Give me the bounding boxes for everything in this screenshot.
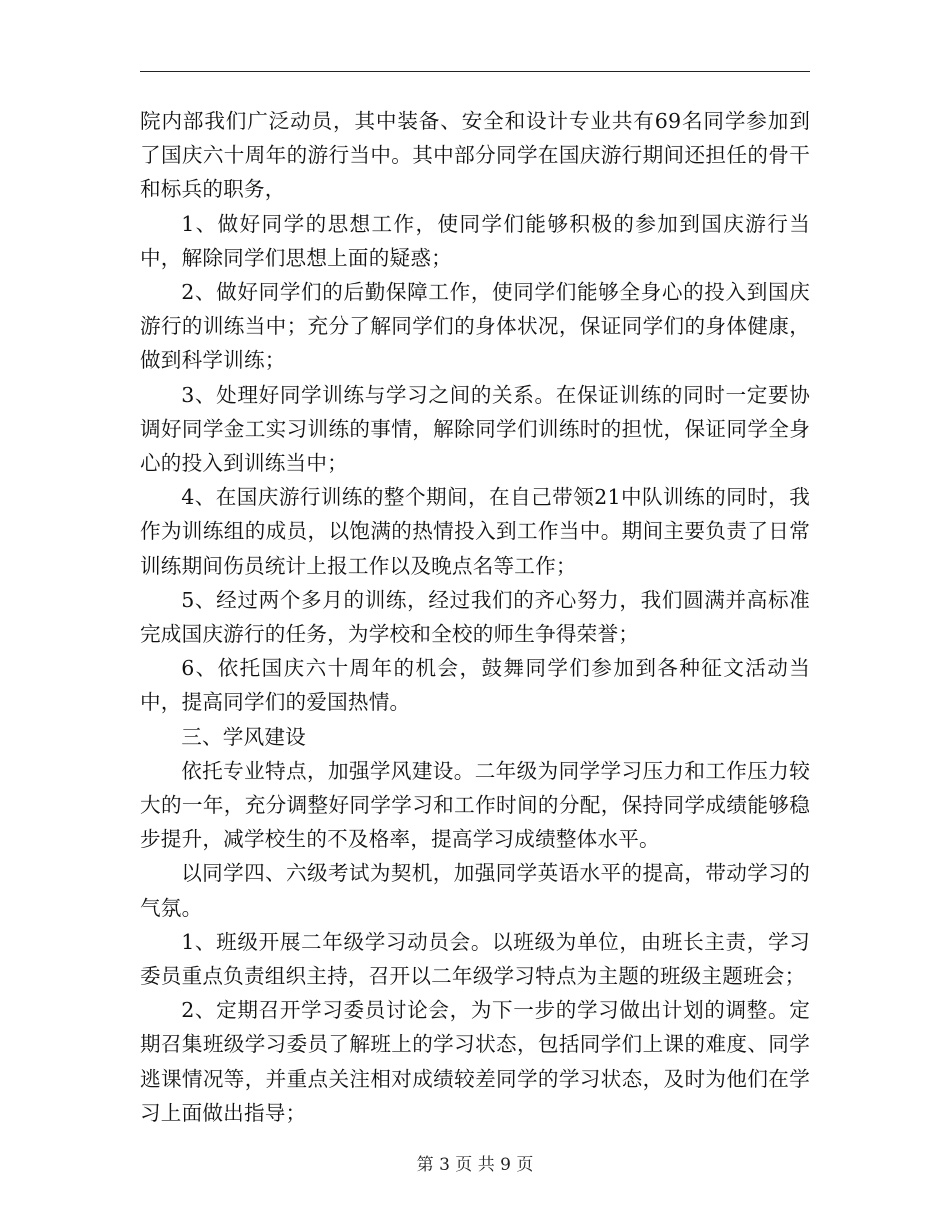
- header-rule: [140, 71, 810, 72]
- paragraph-item-4: 4、在国庆游行训练的整个期间，在自己带领21中队训练的同时，我作为训练组的成员，以饱满的热情投入到工作当中。期间主要负责了日常训练期间伤员统计上报工作以及晚点名等工作；: [140, 485, 810, 578]
- paragraph-continuation: 院内部我们广泛动员，其中装备、安全和设计专业共有69名同学参加到了国庆六十周年的游行当中。其中部分同学在国庆游行期间还担任的骨干和标兵的职务，: [140, 109, 810, 202]
- paragraph-item-6: 6、依托国庆六十周年的机会，鼓舞同学们参加到各种征文活动当中，提高同学们的爱国热情。: [140, 656, 810, 715]
- paragraph-study-item-1: 1、班级开展二年级学习动员会。以班级为单位，由班长主责，学习委员重点负责组织主持，召开以二年级学习特点为主题的班级主题班会；: [140, 929, 810, 989]
- paragraph-item-5: 5、经过两个多月的训练，经过我们的齐心努力，我们圆满并高标准完成国庆游行的任务，为学校和全校的师生争得荣誉；: [140, 587, 810, 647]
- paragraph-item-3: 3、处理好同学训练与学习之间的关系。在保证训练的同时一定要协调好同学金工实习训练的事情，解除同学们训练时的担忧，保证同学全身心的投入到训练当中；: [140, 382, 810, 476]
- section-heading: 三、学风建设: [181, 724, 306, 749]
- document-body: [140, 104, 810, 1130]
- paragraph-exam: 以同学四、六级考试为契机，加强同学英语水平的提高，带动学习的气氛。: [140, 861, 810, 920]
- page-number-footer: 第 3 页 共 9 页: [416, 1155, 534, 1175]
- paragraph-study-intro: 依托专业特点，加强学风建设。二年级为同学学习压力和工作压力较大的一年，充分调整好同学学习和工作时间的分配，保持同学成绩能够稳步提升，减学校生的不及格率，提高学习成绩整体水平。: [140, 758, 810, 852]
- paragraph-item-1: 1、做好同学的思想工作，使同学们能够积极的参加到国庆游行当中，解除同学们思想上面的疑惑；: [140, 211, 810, 270]
- paragraph-study-item-2: 2、定期召开学习委员讨论会，为下一步的学习做出计划的调整。定期召集班级学习委员了解班上的学习状态，包括同学们上课的难度、同学逃课情况等，并重点关注相对成绩较差同学的学习状态，及时为他们在学习上面做出指导；: [140, 998, 810, 1125]
- paragraph-item-2: 2、做好同学们的后勤保障工作，使同学们能够全身心的投入到国庆游行的训练当中；充分了解同学们的身体状况，保证同学们的身体健康，做到科学训练；: [140, 280, 810, 373]
